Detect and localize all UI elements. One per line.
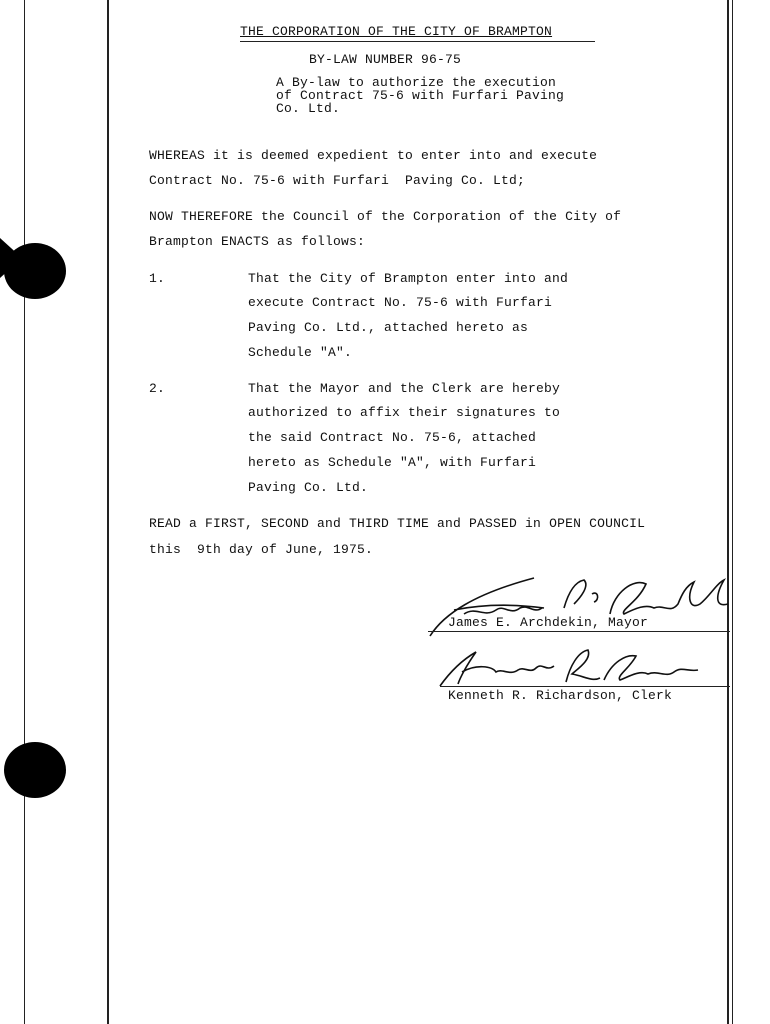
left-margin-rule: [24, 0, 25, 1024]
bylaw-purpose-line-2: of Contract 75-6 with Furfari Paving: [276, 88, 565, 103]
clause-1-line-1: That the City of Brampton enter into and: [248, 271, 569, 286]
title-underline-double: [240, 41, 595, 42]
clause-2-line-3: the said Contract No. 75-6, attached: [248, 430, 537, 445]
clerk-name-caption: Kenneth R. Richardson, Clerk: [448, 688, 673, 703]
clause-1-line-4: Schedule "A".: [248, 345, 353, 360]
right-margin-rule-2: [732, 0, 733, 1024]
bylaw-purpose-line-1: A By-law to authorize the execution: [276, 75, 557, 90]
bylaw-purpose-line-3: Co. Ltd.: [276, 101, 341, 116]
right-margin-rule: [727, 0, 729, 1024]
clause-2-line-5: Paving Co. Ltd.: [248, 480, 369, 495]
clause-2-line-2: authorized to affix their signatures to: [248, 405, 561, 420]
left-margin-rule-2: [107, 0, 109, 1024]
whereas-line-1: WHEREAS it is deemed expedient to enter into and execute: [149, 148, 598, 163]
mayor-signature-line: [428, 631, 730, 632]
passage-line-1: READ a FIRST, SECOND and THIRD TIME and PASSED in OPEN COUNCIL: [149, 516, 646, 531]
mayor-name-caption: James E. Archdekin, Mayor: [448, 615, 649, 630]
clause-2-number: 2.: [149, 381, 166, 396]
bylaw-number: BY-LAW NUMBER 96-75: [309, 52, 462, 67]
whereas-line-2: Contract No. 75-6 with Furfari Paving Co. Ltd;: [149, 173, 526, 188]
clause-1-line-2: execute Contract No. 75-6 with Furfari: [248, 295, 553, 310]
clause-1-line-3: Paving Co. Ltd., attached hereto as: [248, 320, 529, 335]
clause-2-line-4: hereto as Schedule "A", with Furfari: [248, 455, 537, 470]
enacting-line-2: Brampton ENACTS as follows:: [149, 234, 366, 249]
passage-line-2: this 9th day of June, 1975.: [149, 542, 374, 557]
clause-2-line-1: That the Mayor and the Clerk are hereby: [248, 381, 561, 396]
clerk-signature-line: [440, 686, 730, 687]
document-title: THE CORPORATION OF THE CITY OF BRAMPTON: [240, 24, 553, 39]
clause-1-number: 1.: [149, 271, 166, 286]
clerk-signature-scrawl: [436, 642, 716, 692]
enacting-line-1: NOW THEREFORE the Council of the Corporation of the City of: [149, 209, 622, 224]
